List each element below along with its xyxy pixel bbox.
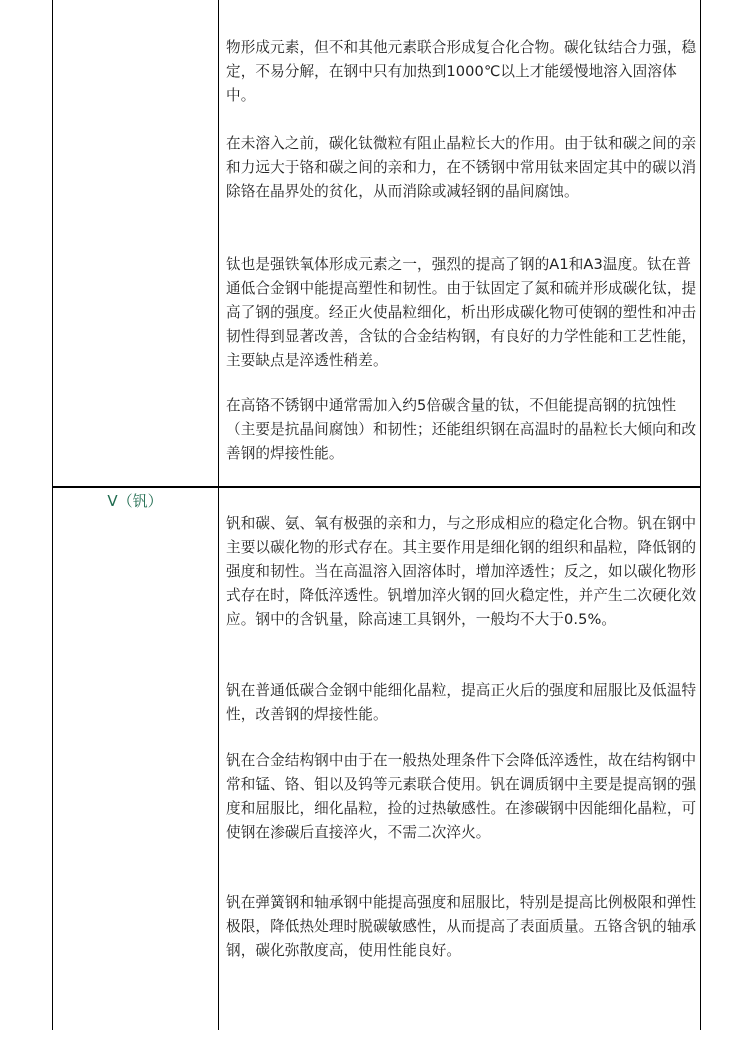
v-paragraph-1: 钒和碳、氨、氧有极强的亲和力，与之形成相应的稳定化合物。钒在钢中主要以碳化物的形式存在。其主要作用是细化钢的组织和晶粒，降低钢的强度和韧性。当在高温溶入固溶体时，增加淬透性；反之，如以碳化物形式存在时，降低淬透性。钒增加淬火钢的回火稳定性，并产生二次硬化效应。钢中的含钒量，除高速工具钢外，一般均不大于0.5%。 xyxy=(226,515,697,628)
v-paragraph-2: 钒在普通低碳合金钢中能细化晶粒，提高正火后的强度和屈服比及低温特性，改善钢的焊接性能。 xyxy=(226,682,697,723)
ti-paragraph-3: 钛也是强铁氧体形成元素之一，强烈的提高了钢的A1和A3温度。钛在普通低合金钢中能提高塑性和韧性。由于钛固定了氮和硫并形成碳化钛，提高了钢的强度。经正火使晶粒细化，析出形成碳化物可使钢的塑性和冲击韧性得到显著改善，含钛的合金结构钢，有良好的力学性能和工艺性能，主要缺点是淬透性稍差。 xyxy=(226,256,697,369)
table-row-divider xyxy=(52,486,701,488)
table-right-border xyxy=(700,0,701,1030)
ti-paragraph-4: 在高铬不锈钢中通常需加入约5倍碳含量的钛，不但能提高钢的抗蚀性（主要是抗晶间腐蚀）和韧性；还能组织钢在高温时的晶粒长大倾向和改善钢的焊接性能。 xyxy=(226,397,697,462)
table-left-border xyxy=(52,0,53,1030)
v-paragraph-3: 钒在合金结构钢中由于在一般热处理条件下会降低淬透性，故在结构钢中常和锰、铬、钼以及钨等元素联合使用。钒在调质钢中主要是提高钢的强度和屈服比，细化晶粒，捡的过热敏感性。在渗碳钢中因能细化晶粒，可使钢在渗碳后直接淬火，不需二次淬火。 xyxy=(226,752,697,841)
element-label-v: V（钒） xyxy=(107,492,163,510)
v-paragraph-4: 钒在弹簧钢和轴承钢中能提高强度和屈服比，特别是提高比例极限和弹性极限，降低热处理时脱碳敏感性，从而提高了表面质量。五铬含钒的轴承钢，碳化弥散度高，使用性能良好。 xyxy=(226,894,697,959)
table-column-divider xyxy=(218,0,219,1030)
ti-paragraph-2: 在未溶入之前，碳化钛微粒有阻止晶粒长大的作用。由于钛和碳之间的亲和力远大于铬和碳之间的亲和力，在不锈钢中常用钛来固定其中的碳以消除铬在晶界处的贫化，从而消除或减轻钢的晶间腐蚀。 xyxy=(226,135,697,200)
ti-paragraph-1: 物形成元素，但不和其他元素联合形成复合化合物。碳化钛结合力强，稳定，不易分解，在钢中只有加热到1000℃以上才能缓慢地溶入固溶体中。 xyxy=(226,39,697,104)
